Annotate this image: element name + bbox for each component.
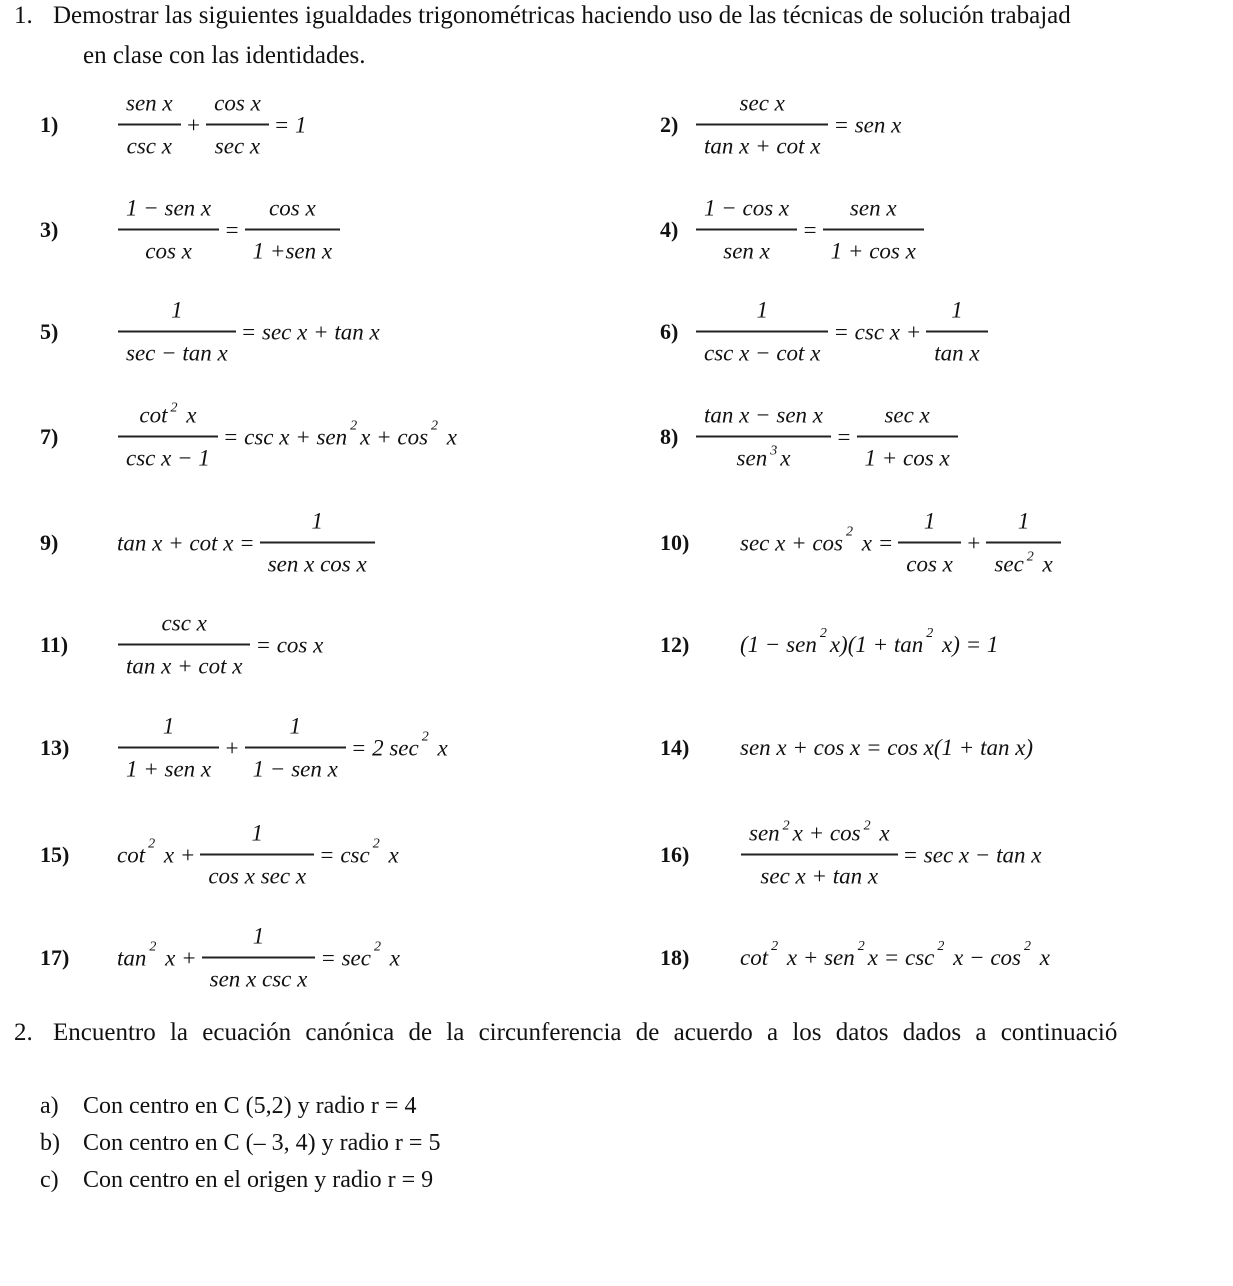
math-text: cos x sec x bbox=[208, 863, 307, 889]
equation-number: 17) bbox=[40, 945, 70, 970]
math-text: x + bbox=[159, 945, 197, 970]
denominator bbox=[823, 229, 924, 265]
numerator bbox=[696, 403, 831, 436]
math-text: 1 + sen x bbox=[126, 756, 212, 782]
numerator bbox=[943, 298, 971, 331]
math-text: = sec bbox=[320, 945, 371, 970]
superscript: 2 bbox=[1024, 939, 1031, 954]
math-text: sen bbox=[749, 820, 780, 846]
exercise-instruction-cont: en clase con las identidades. bbox=[83, 42, 366, 69]
fraction bbox=[741, 818, 898, 890]
math-text: tan x bbox=[934, 340, 980, 366]
math-text: x − cos bbox=[947, 945, 1021, 970]
list-item bbox=[40, 1130, 440, 1157]
numerator bbox=[245, 924, 273, 957]
fraction bbox=[118, 196, 219, 265]
math-text: 1 bbox=[311, 508, 323, 534]
equation bbox=[738, 509, 1064, 578]
equation-number: 15) bbox=[40, 842, 70, 867]
equation bbox=[738, 818, 1044, 890]
math-text: 1 + cos x bbox=[864, 445, 950, 471]
math-text: cot bbox=[139, 402, 168, 428]
numerator bbox=[261, 196, 324, 229]
superscript: 2 bbox=[421, 729, 429, 744]
denominator bbox=[696, 331, 828, 367]
denominator bbox=[206, 124, 269, 160]
equation-number: 1) bbox=[40, 112, 59, 137]
superscript: 2 bbox=[857, 939, 865, 954]
math-text: cos x bbox=[214, 90, 261, 116]
equation bbox=[693, 91, 903, 160]
equation bbox=[693, 403, 961, 472]
numerator bbox=[696, 196, 797, 229]
equation-number: 9) bbox=[40, 530, 59, 555]
equation-number: 12) bbox=[660, 632, 690, 657]
denominator bbox=[260, 542, 375, 578]
equation bbox=[115, 821, 401, 890]
math-text: csc x − 1 bbox=[126, 445, 210, 471]
math-text: cos x bbox=[906, 551, 953, 577]
numerator bbox=[154, 611, 215, 644]
math-text: cos x bbox=[145, 238, 192, 264]
math-text: x + cos bbox=[360, 424, 429, 449]
math-text: 1 bbox=[171, 297, 183, 323]
math-text: csc x bbox=[126, 133, 172, 159]
denominator bbox=[118, 331, 236, 367]
equation-number: 5) bbox=[40, 319, 59, 344]
math-text: csc x − cot x bbox=[704, 340, 821, 366]
math-text: cot bbox=[117, 842, 146, 867]
math-text: x bbox=[780, 445, 791, 471]
superscript: 3 bbox=[770, 443, 778, 459]
fraction bbox=[898, 509, 961, 578]
equation bbox=[115, 509, 378, 578]
math-text: cot bbox=[740, 945, 769, 970]
exercise-number: 1. bbox=[14, 2, 33, 29]
math-text: sec x + tan x bbox=[760, 863, 879, 889]
numerator bbox=[876, 403, 937, 436]
equation bbox=[693, 298, 991, 367]
superscript: 2 bbox=[937, 939, 945, 954]
denominator bbox=[696, 436, 831, 472]
math-text: sec x bbox=[884, 402, 930, 428]
equation bbox=[693, 196, 927, 265]
math-text: = sen x bbox=[833, 112, 902, 137]
math-text: 1 bbox=[1017, 508, 1030, 534]
math-text: sen x bbox=[723, 238, 770, 264]
equation-number: 14) bbox=[660, 735, 690, 760]
exercise-instruction: Encuentro la ecuación canónica de la circunferencia de acuerdo a los datos dados a continuació bbox=[53, 1019, 1118, 1046]
exercise-number: 2. bbox=[14, 1019, 33, 1046]
math-text: tan bbox=[117, 945, 147, 970]
math-text: sen x + cos x = cos x(1 + tan x) bbox=[740, 735, 1034, 760]
denominator bbox=[245, 229, 340, 265]
math-text: = bbox=[802, 217, 818, 242]
fraction bbox=[202, 924, 316, 993]
item-text: Con centro en el origen y radio r = 9 bbox=[83, 1167, 434, 1193]
equation bbox=[115, 714, 450, 783]
math-text: x + bbox=[158, 842, 196, 867]
fraction bbox=[696, 403, 831, 472]
superscript: 2 bbox=[350, 418, 358, 433]
superscript: 2 bbox=[771, 939, 779, 954]
fraction bbox=[823, 196, 924, 265]
equation-number: 2) bbox=[660, 112, 679, 137]
equation-number: 3) bbox=[40, 217, 59, 242]
superscript: 2 bbox=[170, 400, 178, 416]
fraction bbox=[696, 91, 828, 160]
math-text: sec bbox=[994, 551, 1024, 577]
fraction bbox=[857, 403, 958, 472]
math-text: 1 + cos x bbox=[830, 238, 916, 264]
equation bbox=[738, 735, 1035, 761]
denominator bbox=[986, 542, 1060, 578]
math-text: x bbox=[382, 842, 399, 867]
superscript: 2 bbox=[373, 939, 381, 954]
math-text: sec x bbox=[214, 133, 261, 159]
superscript: 2 bbox=[819, 626, 827, 641]
superscript: 2 bbox=[782, 818, 790, 834]
math-text: x + sen bbox=[781, 945, 855, 970]
math-text: tan x − sen x bbox=[704, 402, 823, 428]
item-key: b) bbox=[40, 1130, 60, 1156]
numerator bbox=[303, 509, 331, 542]
math-text: sen x bbox=[849, 195, 897, 221]
math-text: x = bbox=[856, 530, 894, 555]
math-text: csc x bbox=[161, 610, 207, 636]
equation bbox=[115, 400, 459, 472]
math-text: = bbox=[224, 217, 240, 242]
equation bbox=[115, 611, 325, 680]
math-text: = sec x + tan x bbox=[240, 319, 380, 344]
denominator bbox=[200, 854, 314, 890]
item-key: a) bbox=[40, 1093, 59, 1119]
math-text: sen bbox=[736, 445, 768, 471]
denominator bbox=[741, 854, 898, 890]
math-text: = cos x bbox=[255, 632, 324, 657]
numerator bbox=[118, 91, 181, 124]
equation-number: 10) bbox=[660, 530, 690, 555]
equation-number: 7) bbox=[40, 424, 59, 449]
math-text: x bbox=[180, 402, 197, 428]
math-text: = csc x + bbox=[833, 319, 922, 344]
exercise-1-heading bbox=[14, 2, 1071, 30]
denominator bbox=[118, 124, 181, 160]
denominator bbox=[857, 436, 958, 472]
superscript: 2 bbox=[372, 836, 380, 851]
numerator bbox=[741, 818, 898, 854]
math-text: = 1 bbox=[273, 112, 307, 137]
math-text: tan x + cot x bbox=[704, 133, 821, 159]
math-text: 1 bbox=[251, 820, 263, 846]
math-text: x = csc bbox=[867, 945, 935, 970]
fraction bbox=[118, 714, 219, 783]
math-text: x)(1 + tan bbox=[829, 632, 924, 657]
numerator bbox=[206, 91, 269, 124]
math-text: tan x + cot x = bbox=[117, 530, 255, 555]
fraction bbox=[696, 298, 828, 367]
math-text: sec x bbox=[739, 90, 785, 116]
math-text: (1 − sen bbox=[740, 632, 817, 657]
fraction bbox=[986, 509, 1060, 578]
math-text: x bbox=[383, 945, 400, 970]
denominator bbox=[118, 436, 218, 472]
superscript: 2 bbox=[846, 524, 854, 539]
equation-number: 13) bbox=[40, 735, 70, 760]
denominator bbox=[245, 747, 346, 783]
math-text: x + cos bbox=[792, 820, 861, 846]
fraction bbox=[118, 611, 250, 680]
math-text: + bbox=[224, 735, 240, 760]
numerator bbox=[732, 91, 793, 124]
math-text: x) = 1 bbox=[936, 632, 999, 657]
item-text: Con centro en C (5,2) y radio r = 4 bbox=[83, 1093, 417, 1119]
equation-number: 8) bbox=[660, 424, 679, 449]
numerator bbox=[916, 509, 944, 542]
equation bbox=[115, 924, 402, 993]
numerator bbox=[748, 298, 776, 331]
fraction bbox=[118, 91, 181, 160]
item-key: c) bbox=[40, 1167, 59, 1193]
math-text: 1 bbox=[951, 297, 963, 323]
equation bbox=[115, 91, 309, 160]
math-text: 1 − sen x bbox=[252, 756, 338, 782]
math-text: x bbox=[1034, 945, 1050, 970]
math-text: + bbox=[185, 112, 202, 137]
superscript: 2 bbox=[149, 939, 157, 954]
superscript: 2 bbox=[1026, 549, 1034, 565]
math-text: sen x csc x bbox=[209, 966, 308, 992]
fraction bbox=[926, 298, 987, 367]
equation bbox=[115, 196, 343, 265]
math-text: 1 bbox=[252, 923, 265, 949]
math-text: + bbox=[965, 530, 982, 555]
math-text: 1 bbox=[756, 297, 768, 323]
fraction bbox=[696, 196, 797, 265]
math-text: = 2 sec bbox=[350, 735, 419, 760]
math-text: 1 − cos x bbox=[704, 195, 790, 221]
math-text: sen x cos x bbox=[267, 551, 367, 577]
fraction bbox=[118, 298, 236, 367]
math-text: 1 bbox=[923, 508, 936, 534]
numerator bbox=[281, 714, 309, 747]
exercise-2-heading bbox=[14, 1019, 1117, 1047]
denominator bbox=[118, 229, 219, 265]
superscript: 2 bbox=[926, 626, 934, 641]
list-item bbox=[40, 1167, 433, 1194]
math-text: = csc x + sen bbox=[222, 424, 348, 449]
equation bbox=[738, 939, 1052, 971]
equation-number: 4) bbox=[660, 217, 679, 242]
math-text: sec − tan x bbox=[126, 340, 228, 366]
superscript: 2 bbox=[863, 818, 871, 834]
denominator bbox=[118, 644, 250, 680]
fraction bbox=[200, 821, 314, 890]
fraction bbox=[260, 509, 375, 578]
fraction bbox=[245, 196, 340, 265]
fraction bbox=[245, 714, 346, 783]
denominator bbox=[926, 331, 987, 367]
superscript: 2 bbox=[431, 418, 439, 433]
denominator bbox=[696, 229, 797, 265]
math-text: sec x + cos bbox=[740, 530, 844, 555]
equation-number: 6) bbox=[660, 319, 679, 344]
math-text: = bbox=[836, 424, 852, 449]
math-text: 1 +sen x bbox=[252, 238, 333, 264]
math-text: 1 bbox=[162, 713, 175, 739]
equation-number: 11) bbox=[40, 632, 69, 657]
numerator bbox=[243, 821, 271, 854]
numerator bbox=[163, 298, 191, 331]
equation-number: 18) bbox=[660, 945, 690, 970]
math-text: x bbox=[431, 735, 448, 760]
math-text: 1 − sen x bbox=[126, 195, 212, 221]
equation-number: 16) bbox=[660, 842, 690, 867]
math-text: tan x + cot x bbox=[126, 653, 243, 679]
fraction bbox=[206, 91, 269, 160]
denominator bbox=[118, 747, 219, 783]
denominator bbox=[202, 957, 316, 993]
math-text: = sec x − tan x bbox=[902, 842, 1042, 867]
superscript: 2 bbox=[148, 836, 156, 851]
math-text: sen x bbox=[126, 90, 173, 116]
equation bbox=[738, 626, 1000, 658]
numerator bbox=[118, 196, 219, 229]
math-text: = csc bbox=[319, 842, 370, 867]
denominator bbox=[898, 542, 961, 578]
fraction bbox=[118, 400, 218, 472]
math-text: 1 bbox=[289, 713, 301, 739]
denominator bbox=[696, 124, 828, 160]
math-text: x bbox=[1036, 551, 1053, 577]
equation bbox=[115, 298, 382, 367]
math-text: x bbox=[441, 424, 457, 449]
math-text: cos x bbox=[269, 195, 316, 221]
numerator bbox=[842, 196, 905, 229]
item-text: Con centro en C (– 3, 4) y radio r = 5 bbox=[83, 1130, 441, 1156]
numerator bbox=[155, 714, 183, 747]
math-text: x bbox=[873, 820, 890, 846]
exercise-instruction: Demostrar las siguientes igualdades trigonométricas haciendo uso de las técnicas de solución trabajad bbox=[53, 2, 1071, 29]
list-item bbox=[40, 1093, 416, 1120]
numerator bbox=[131, 400, 204, 436]
numerator bbox=[1010, 509, 1038, 542]
